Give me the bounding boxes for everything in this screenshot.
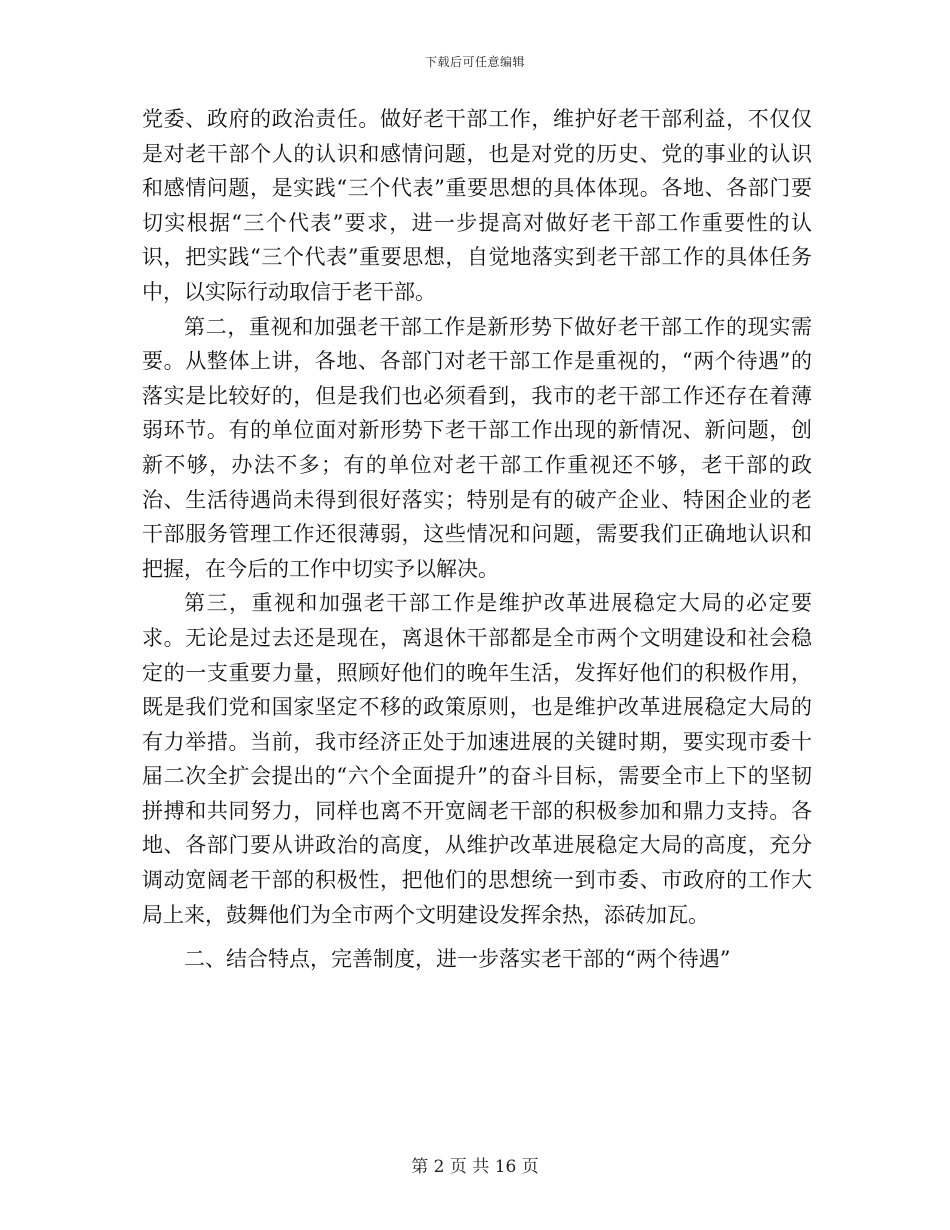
page-header: 下载后可任意编辑 [424, 55, 525, 69]
section-heading: 二、结合特点，完善制度，进一步落实老干部的“两个待遇” [184, 947, 731, 972]
paragraph-continuation: 党委、政府的政治责任。做好老干部工作，维护好老干部利益，不仅仅是对老干部个人的认识和感情问题，也是对党的历史、党的事业的认识和感情问题，是实践“三个代表”重要思想的具体体现。各地、各部门要切实根据“三个代表”要求，进一步提高对做好老干部工作重要性的认识，把实践“三个代表”重要思想，自觉地落实到老干部工作的具体任务中，以实际行动取信于老干部。 [142, 107, 812, 304]
document-body [142, 102, 812, 977]
paragraph-second-point: 第二，重视和加强老干部工作是新形势下做好老干部工作的现实需要。从整体上讲，各地、各部门对老干部工作是重视的，“两个待遇”的落实是比较好的，但是我们也必须看到，我市的老干部工作还存在着薄弱环节。有的单位面对新形势下老干部工作出现的新情况、新问题，创新不够，办法不多；有的单位对老干部工作重视还不够，老干部的政治、生活待遇尚未得到很好落实；特别是有的破产企业、特困企业的老干部服务管理工作还很薄弱，这些情况和问题，需要我们正确地认识和把握，在今后的工作中切实予以解决。 [142, 314, 812, 581]
paragraph-third-point: 第三，重视和加强老干部工作是维护改革进展稳定大局的必定要求。无论是过去还是现在，离退休干部都是全市两个文明建设和社会稳定的一支重要力量，照顾好他们的晚年生活，发挥好他们的积极作用，既是我们党和国家坚定不移的政策原则，也是维护改革进展稳定大局的有力举措。当前，我市经济正处于加速进展的关键时期，要实现市委十届二次全扩会提出的“六个全面提升”的奋斗目标，需要全市上下的坚韧拼搏和共同努力，同样也离不开宽阔老干部的积极参加和鼎力支持。各地、各部门要从讲政治的高度，从维护改革进展稳定大局的高度，充分调动宽阔老干部的积极性，把他们的思想统一到市委、市政府的工作大局上来，鼓舞他们为全市两个文明建设发挥余热，添砖加瓦。 [142, 591, 812, 927]
page-number-footer: 第 2 页 共 16 页 [411, 1157, 539, 1177]
